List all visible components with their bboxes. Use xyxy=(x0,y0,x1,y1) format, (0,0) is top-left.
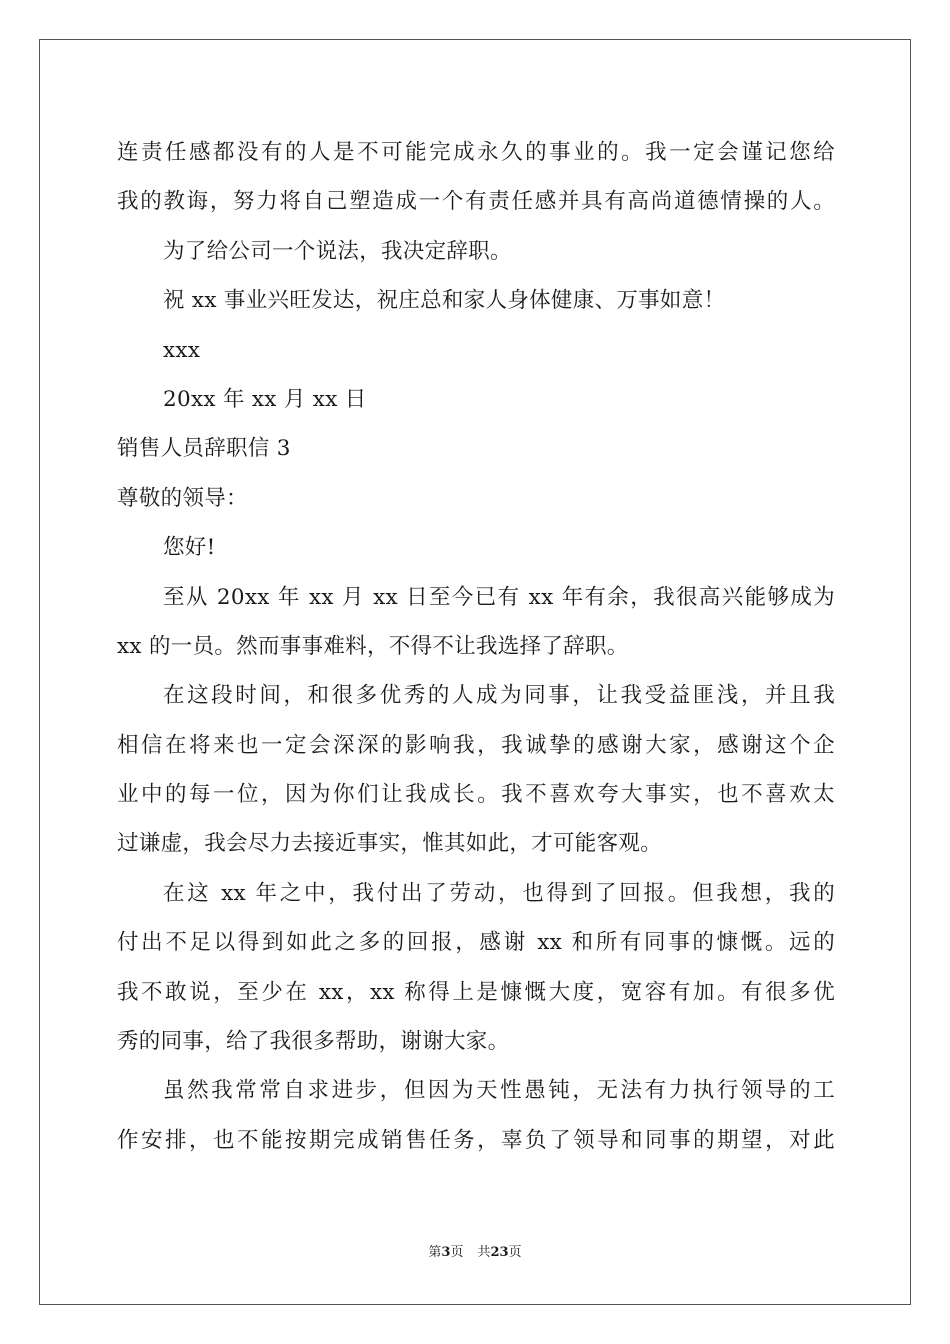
footer-page-suffix: 页 xyxy=(450,1245,464,1260)
text-line: 业中的每一位，因为你们让我成长。我不喜欢夸大事实，也不喜欢太 xyxy=(117,782,835,808)
text-line: 我不敢说，至少在 xx，xx 称得上是慷慨大度，宽容有加。有很多优 xyxy=(117,979,835,1005)
text-line: 至从 20xx 年 xx 月 xx 日至今已有 xx 年有余，我很高兴能够成为 xyxy=(163,584,835,610)
text-line: 您好! xyxy=(163,535,216,561)
footer-total-suffix: 页 xyxy=(508,1245,522,1260)
text-line: 销售人员辞职信 3 xyxy=(117,436,291,462)
footer-page-number: 3 xyxy=(441,1245,451,1260)
footer-total-pages: 23 xyxy=(490,1245,509,1260)
footer-total-prefix: 共 xyxy=(477,1245,491,1260)
text-line: xxx xyxy=(163,337,201,363)
document-body xyxy=(117,128,835,1165)
text-line: 在这段时间，和很多优秀的人成为同事，让我受益匪浅，并且我 xyxy=(163,683,835,709)
text-line: 相信在将来也一定会深深的影响我，我诚挚的感谢大家，感谢这个企 xyxy=(117,732,835,758)
text-line: 我的教诲，努力将自己塑造成一个有责任感并具有高尚道德情操的人。 xyxy=(117,189,835,215)
text-line: 尊敬的领导： xyxy=(117,485,248,511)
text-line: 过谦虚，我会尽力去接近事实，惟其如此，才可能客观。 xyxy=(117,831,663,857)
text-line: 祝 xx 事业兴旺发达，祝庄总和家人身体健康、万事如意！ xyxy=(163,288,726,314)
text-line: 作安排，也不能按期完成销售任务，辜负了领导和同事的期望，对此 xyxy=(117,1127,835,1153)
text-line: xx 的一员。然而事事难料，不得不让我选择了辞职。 xyxy=(117,633,629,659)
text-line: 为了给公司一个说法，我决定辞职。 xyxy=(163,238,512,264)
text-line: 连责任感都没有的人是不可能完成永久的事业的。我一定会谨记您给 xyxy=(117,140,835,165)
text-line: 付出不足以得到如此之多的回报，感谢 xx 和所有同事的慷慨。远的 xyxy=(117,930,835,956)
footer-page-prefix: 第 xyxy=(428,1245,442,1260)
text-line: 虽然我常常自求进步，但因为天性愚钝，无法有力执行领导的工 xyxy=(163,1078,835,1104)
text-line: 20xx 年 xx 月 xx 日 xyxy=(163,386,367,412)
text-line: 秀的同事，给了我很多帮助，谢谢大家。 xyxy=(117,1029,510,1055)
text-line: 在这 xx 年之中，我付出了劳动，也得到了回报。但我想，我的 xyxy=(163,880,835,906)
page-footer xyxy=(0,1245,950,1261)
